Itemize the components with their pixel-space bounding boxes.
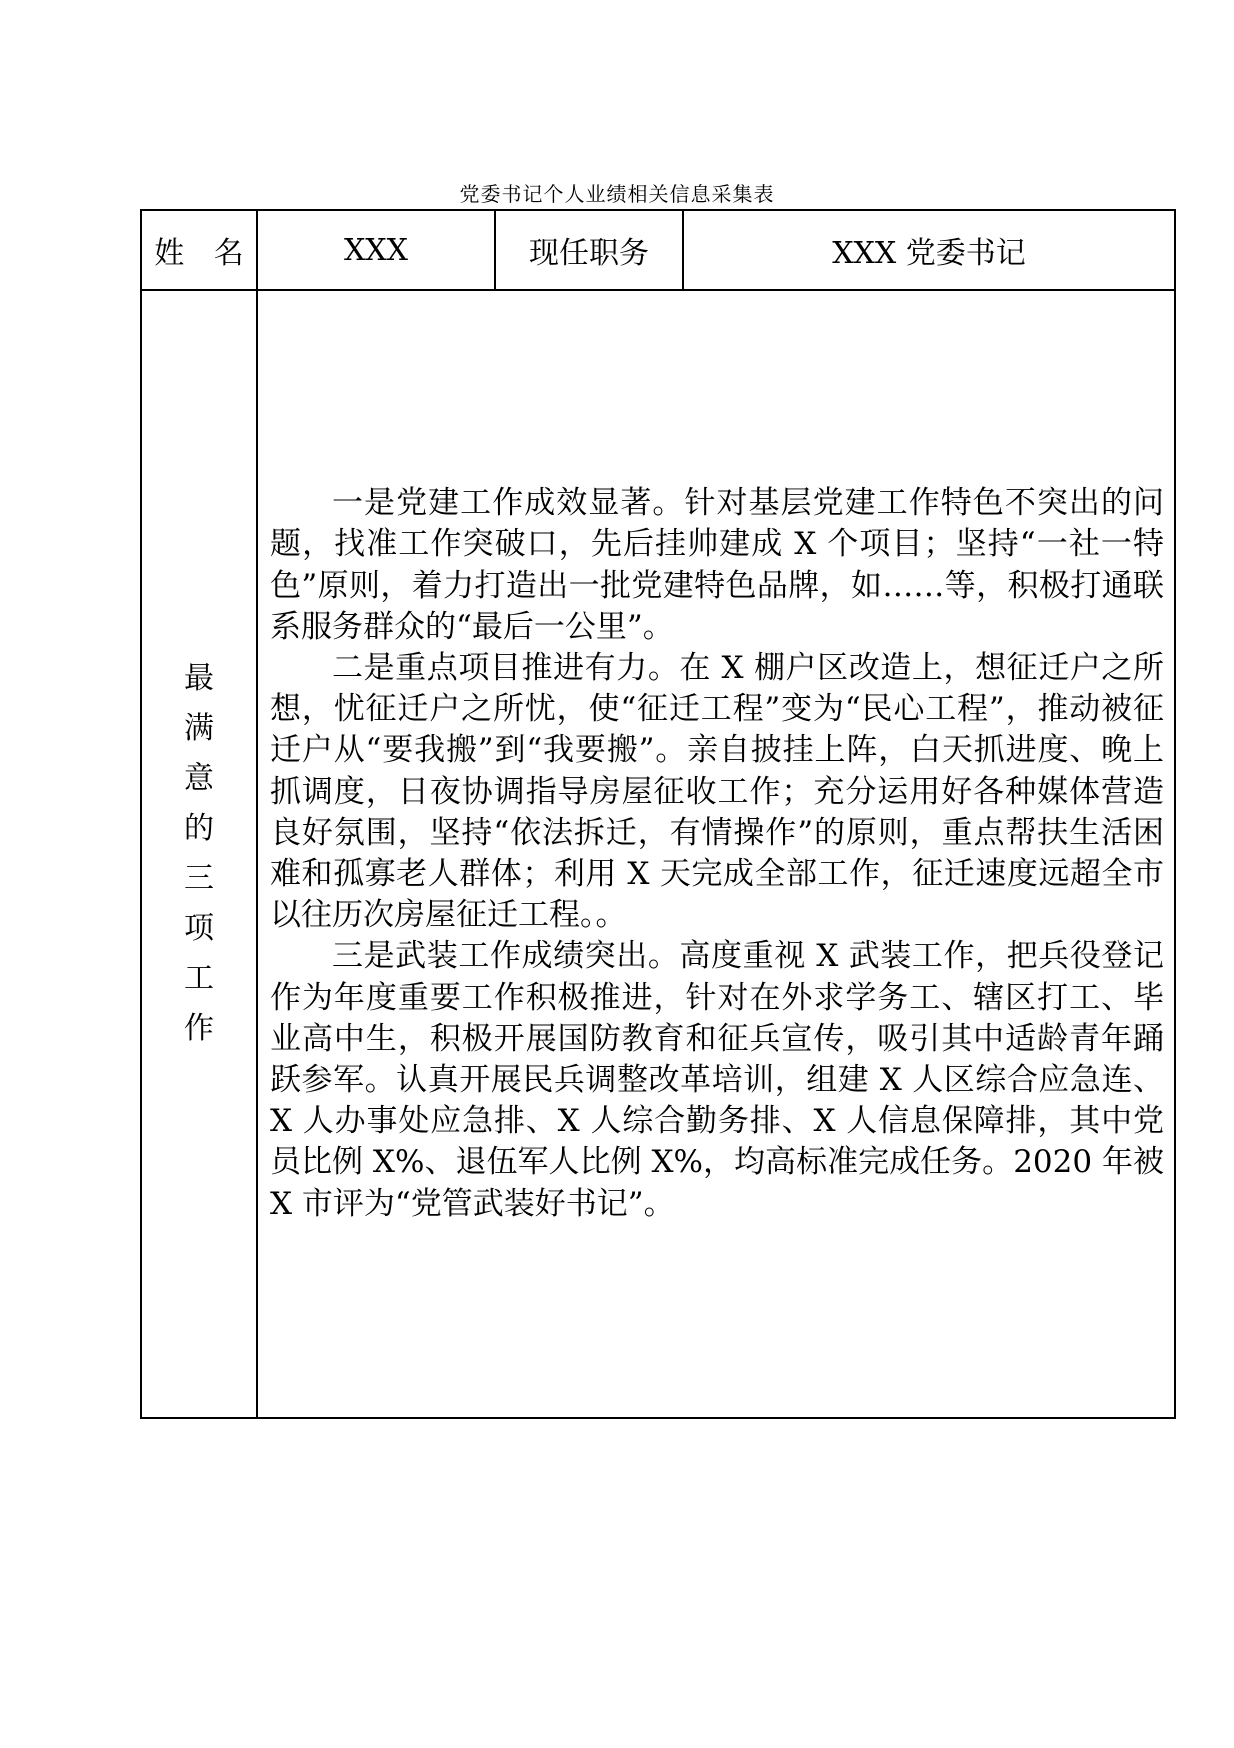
info-collection-table <box>140 209 1176 1419</box>
position-label: 现任职务 <box>495 210 683 290</box>
paragraph-party-building: 一是党建工作成效显著。针对基层党建工作特色不突出的问题，找准工作突破口，先后挂帅建成 X 个项目；坚持“一社一特色”原则，着力打造出一批党建特色品牌，如……等，积极打通联系服务群众的“最后一公里”。 <box>270 485 1164 645</box>
section-label-cell <box>141 290 257 1418</box>
content-cell <box>257 290 1175 1418</box>
name-value: XXX <box>257 210 495 290</box>
name-label: 姓 名 <box>141 210 257 290</box>
paragraph-key-projects: 二是重点项目推进有力。在 X 棚户区改造上，想征迁户之所想，忧征迁户之所忧，使“征迁工程”变为“民心工程”，推动被征迁户从“要我搬”到“我要搬”。亲自披挂上阵，白天抓进度、晚上抓调度，日夜协调指导房屋征收工作；充分运用好各种媒体营造良好氛围，坚持“依法拆迁，有情操作”的原则，重点帮扶生活困难和孤寡老人群体；利用 X 天完成全部工作，征迁速度远超全市以往历次房屋征迁工程。。 <box>270 649 1164 934</box>
section-label: 最满意的三项工作 <box>184 661 214 1046</box>
paragraph-armed-forces: 三是武装工作成绩突出。高度重视 X 武装工作，把兵役登记作为年度重要工作积极推进，针对在外求学务工、辖区打工、毕业高中生，积极开展国防教育和征兵宣传，吸引其中适龄青年踊跃参军。认真开展民兵调整改革培训，组建 X 人区综合应急连、X 人办事处应急排、X 人综合勤务排、X 人信息保障排，其中党员比例 X%、退伍军人比例 X%，均高标准完成任务。2020 年被 X 市评为“党管武装好书记”。 <box>270 938 1164 1222</box>
document-title: 党委书记个人业绩相关信息采集表 <box>459 182 775 206</box>
content-row <box>141 290 1175 1418</box>
position-value: XXX 党委书记 <box>683 210 1175 290</box>
header-row <box>141 210 1175 290</box>
